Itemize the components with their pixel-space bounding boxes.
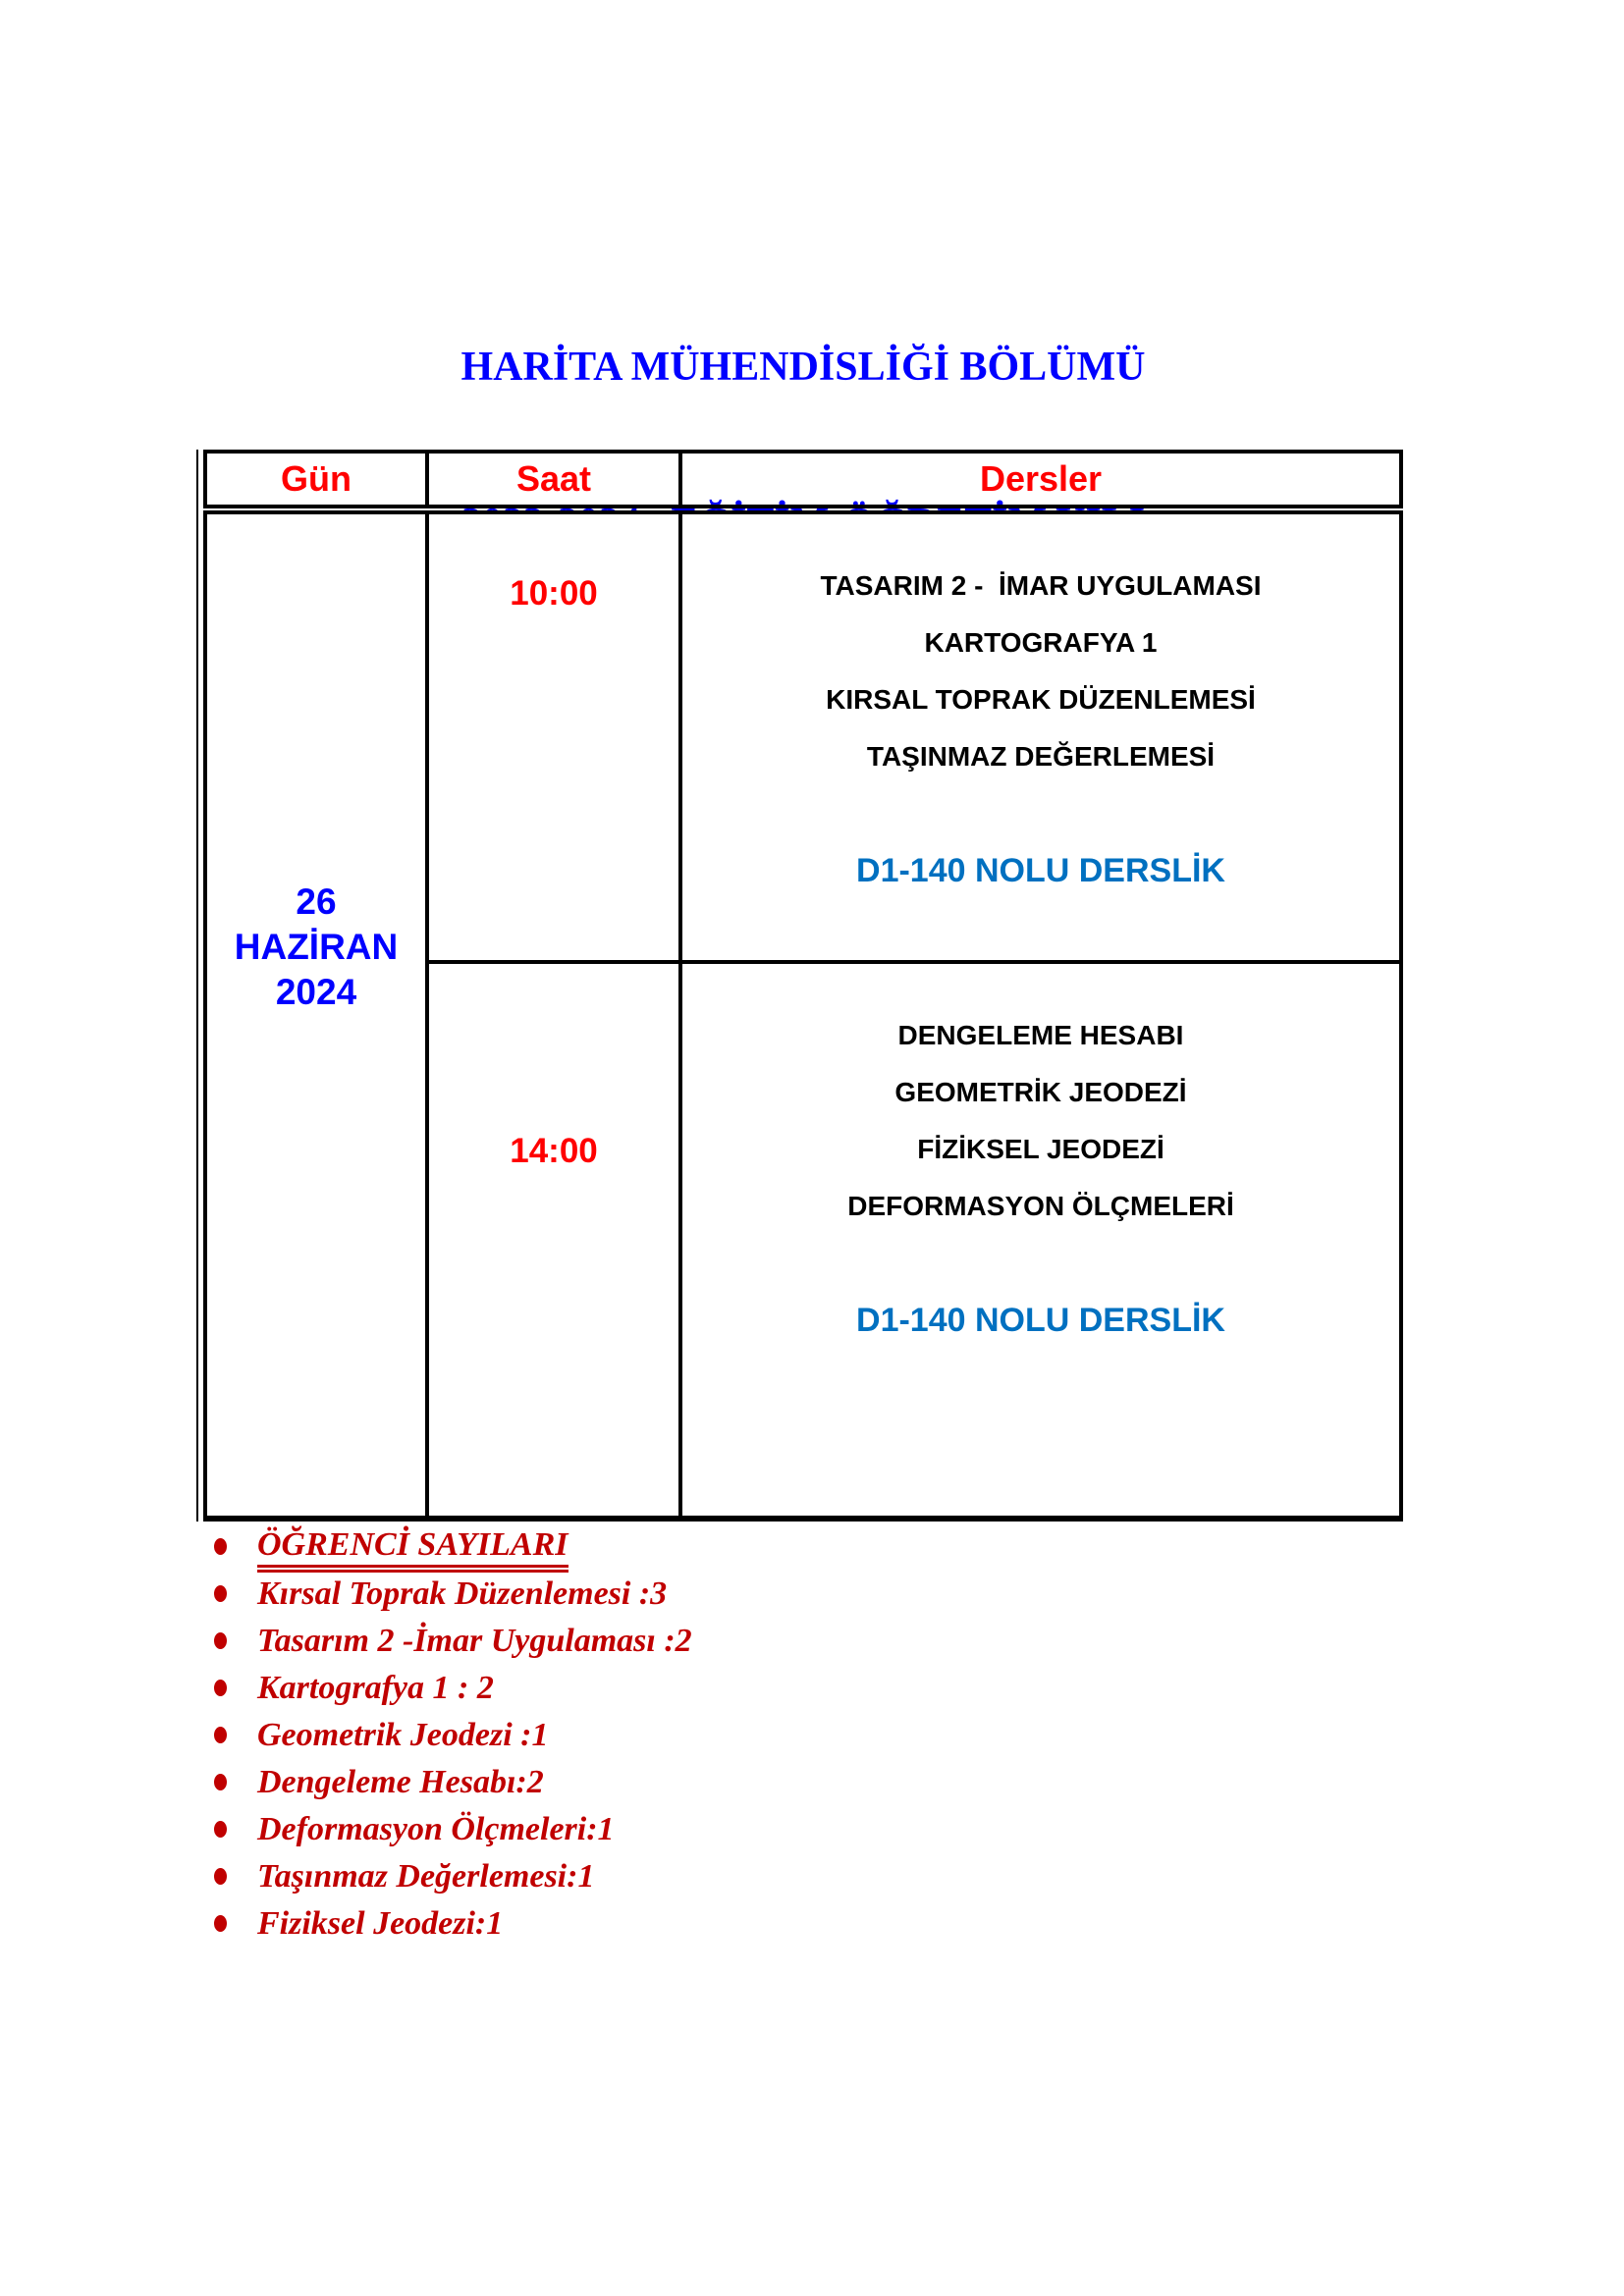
exam-date-month: HAZİRAN xyxy=(234,927,399,967)
bullet-icon xyxy=(214,1915,227,1932)
course-name: KIRSAL TOPRAK DÜZENLEMESİ xyxy=(826,684,1256,715)
course-name: FİZİKSEL JEODEZİ xyxy=(917,1134,1164,1164)
table-left-double-border xyxy=(196,450,198,1522)
course-name: DEFORMASYON ÖLÇMELERİ xyxy=(847,1191,1234,1221)
bullet-icon xyxy=(214,1774,227,1790)
bullet-icon xyxy=(214,1821,227,1838)
exam-date xyxy=(207,880,425,1015)
title-line-department: HARİTA MÜHENDİSLİĞİ BÖLÜMÜ xyxy=(460,345,1146,390)
session-1-room: D1-140 NOLU DERSLİK xyxy=(856,852,1225,889)
student-count-item xyxy=(203,1759,1283,1806)
student-counts-heading-row xyxy=(203,1523,1283,1571)
student-count-item xyxy=(203,1806,1283,1853)
student-count-text: Dengeleme Hesabı:2 xyxy=(257,1764,544,1800)
student-count-item xyxy=(203,1853,1283,1900)
schedule-body xyxy=(203,510,1403,1522)
student-count-item xyxy=(203,1900,1283,1948)
schedule-header-row xyxy=(203,450,1403,508)
bullet-icon xyxy=(214,1680,227,1696)
course-name: TAŞINMAZ DEĞERLEMESİ xyxy=(866,741,1216,772)
schedule-day-cell xyxy=(207,514,429,1516)
bullet-icon xyxy=(214,1538,227,1555)
student-count-text: Fiziksel Jeodezi:1 xyxy=(257,1905,504,1942)
student-count-item xyxy=(203,1665,1283,1712)
bullet-icon xyxy=(214,1632,227,1649)
student-count-item xyxy=(203,1712,1283,1759)
column-header-day: Gün xyxy=(207,454,429,505)
session-2-time: 14:00 xyxy=(429,964,682,1516)
course-name: GEOMETRİK JEODEZİ xyxy=(894,1077,1187,1107)
blank-line xyxy=(682,785,1399,842)
column-header-courses: Dersler xyxy=(979,458,1103,499)
session-1-courses xyxy=(682,514,1399,964)
student-count-text: Taşınmaz Değerlemesi:1 xyxy=(257,1858,595,1895)
bullet-icon xyxy=(214,1868,227,1885)
bullet-icon xyxy=(214,1585,227,1602)
course-name: DENGELEME HESABI xyxy=(897,1020,1184,1050)
course-name: TASARIM 2 - İMAR UYGULAMASI xyxy=(820,570,1262,601)
column-header-time: Saat xyxy=(429,454,682,505)
exam-date-day: 26 xyxy=(296,881,337,922)
student-count-text: Kırsal Toprak Düzenlemesi :3 xyxy=(257,1575,668,1612)
student-counts-heading: ÖĞRENCİ SAYILARI xyxy=(257,1525,568,1573)
blank-line xyxy=(682,1235,1399,1292)
student-count-item xyxy=(203,1618,1283,1665)
student-count-text: Geometrik Jeodezi :1 xyxy=(257,1717,549,1753)
student-count-text: Kartografya 1 : 2 xyxy=(257,1670,494,1706)
bullet-icon xyxy=(214,1727,227,1743)
session-1-time: 10:00 xyxy=(429,514,682,964)
exam-date-year: 2024 xyxy=(275,972,357,1012)
session-2-room: D1-140 NOLU DERSLİK xyxy=(856,1302,1225,1339)
student-count-text: Tasarım 2 -İmar Uygulaması :2 xyxy=(257,1623,692,1659)
course-name: KARTOGRAFYA 1 xyxy=(924,627,1158,658)
student-count-text: Deformasyon Ölçmeleri:1 xyxy=(257,1811,615,1847)
student-count-item xyxy=(203,1571,1283,1618)
student-counts-list xyxy=(203,1523,1283,1948)
session-2-courses xyxy=(682,964,1399,1516)
